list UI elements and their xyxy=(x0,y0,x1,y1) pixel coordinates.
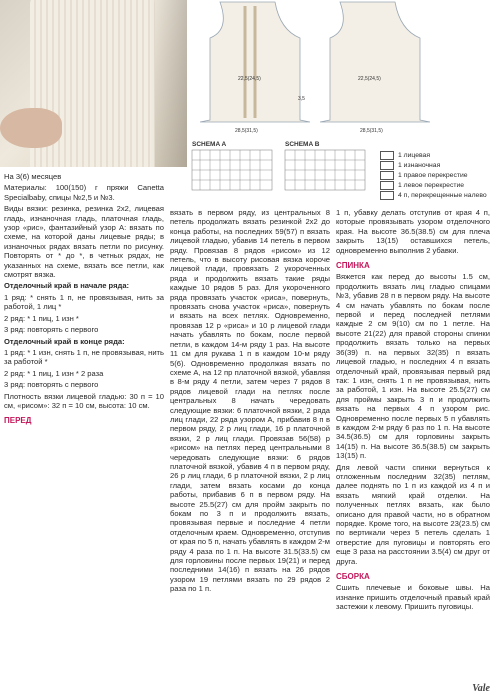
schema-b-label: SCHEMA B xyxy=(285,141,320,148)
selvage-row: 3 ряд: повторять с первого xyxy=(4,325,99,335)
selvage-row: 1 ряд: * снять 1 п, не провязывая, нить за работой, 1 лиц * xyxy=(4,292,164,312)
column-1 xyxy=(4,172,164,428)
back-heading: СПИНКА xyxy=(336,261,370,271)
legend-item: 1 лицевая xyxy=(380,150,492,160)
materials-line: Материалы: 100(150) г пряжи Canetta Specialbaby, спицы №2,5 и №3. xyxy=(4,183,164,202)
selvage-end-title: Отделочный край в конце ряда: xyxy=(4,336,125,346)
patterns-paragraph: Виды вязки: резинка, резинка 2х2, лицевая гладь, изнаночная гладь, платочная гладь, узор «рис», фантазийный узор А: вязать по схеме, на которой даны лицевые ряды; в изнаночных рядах вязать петли по рисунку. Повторять от * до *, в четных рядах, не указанных на схеме, вязать все петли, как смотрят вязка. xyxy=(4,204,164,280)
back-paragraph: Вяжется как перед до высоты 1.5 см, продолжить вязать лиц гладью спицами №3, убавив 28 п в первом ряду. На высоте 4 см начать убавлять по бокам после первой и перед последней петлями каждые 2 см 9(10) см по 1 петле. На высоте 21(22) для правой стороны спинки продолжить вязать только на первых 36(39) п. на первых 32(35) п вязать лицевой гладью, н последних 4 п вязать отделочный край, провязывая первый ряд так: 1 изн, снять 1 п не провязывая, нить за работой, 1 изн. На высоте 25.5(27) см для проймы закрыть 3 п и продолжить вязать на первых 4 п узором рис. Одновременно после первых 5 п убавлять в каждом 2-м ряду 6 раз по 1 п. На высоте 34.5(36.5) см для горловины закрыть 14(15) п. На высоте 36.5(38.5) см закрыть 13(15) п. xyxy=(336,272,490,461)
legend-item: 4 п, перекрещенные налево xyxy=(380,190,492,200)
dimension-label: 28,5(31,5) xyxy=(360,128,383,134)
legend-item: 1 правое перекрестие xyxy=(380,170,492,180)
product-photo xyxy=(0,0,187,167)
column-3 xyxy=(336,208,490,614)
brand-logo: Vale xyxy=(472,683,490,694)
front-heading: ПЕРЕД xyxy=(4,416,32,426)
column-2 xyxy=(170,208,330,596)
dimension-label: 28,5(31,5) xyxy=(235,128,258,134)
selvage-row: 3 ряд: повторять с первого xyxy=(4,380,99,390)
selvage-row: 2 ряд: * 1 пиц, 1 изн * 2 раза xyxy=(4,368,104,378)
dimension-label: 3,5 xyxy=(298,96,305,102)
selvage-row: 2 ряд: * 1 пиц, 1 изн * xyxy=(4,313,79,323)
legend xyxy=(380,150,492,200)
size-line: На 3(6) месяцев xyxy=(4,172,62,181)
front-paragraph: вязать в первом ряду, из центральных 8 петель продолжать вязать резинкой 2х2 до конца работы, на последних 59(57) п вязать лицевой гладью, убавив 14 петель в первом ряду. Провязав 8 рядов «рисом» из 12 петель, что в высоту рисовая вязка короче лицевой глади, провязать 2 укороченных ряда и продолжить вязать такие ряды каждые 10 рядов 5 раз. Для укороченного ряда провязать участок «риса», повернуть, провязать снова участок «риса», повернуть и вязать на всех петлях. Одновременно, провязав 12 р «риса» и 10 р лицевой глади начать убавлять по бокам, после первой петли, в каждом 14-м ряду 1 раз. На высоте 11 см для рукава 1 п в каждом 10-м ряду 5(6). Одновременно продолжая вязать по схеме А, на 12 пр платочной вязкой, убавляя в 8-м ряду 4 петли, затем через 7 рядов 8 рядов лицевой глади на петлях после центральных 8 начать чередовать следующие вязки: 6 платочной вязки, 2 ряда лиц глади, 22 ряда узором А, прибавив 8 п в первом ряду, 2 р лиц глади, 16 р платочной вязки, 2 р лиц глади. Провязав 56(58) р «рисом» на петлях перед центральными 8 чередовать следующие вязки: 6 рядов платочной вязкой, убавив 4 п в первом ряду, 26 р лиц глади, 6 р платочной вязки, 2 р лиц глади, затем вязать косами до конца работы, прибавив 6 п в первом ряду. На высоте 25.5(27) см для пройм закрыть по бокам по 3 п и продолжить вязать, провязывая первые и последние 4 петли отделочным краем. Одновременно, отступив от края по 5 п, начать убавлять в каждом 2-м ряду 4 раза по 1 п. На высоте 31.5(33.5) см для горловины после первых 19(21) и перед последними 14(16) п вязать на 26 рядов узором 19 петлями вязать по 29 рядов 2 раза по 1 п. xyxy=(170,208,330,594)
selvage-row: 1 ряд: * 1 изн, снять 1 п, не провязывая, нить за работой * xyxy=(4,347,164,367)
back-paragraph-2: Для левой части спинки вернуться к отложенным последним 32(35) петлям, далее поднять по 1 п из каждой из 4 п и вязать мягкий край отделки. На полученных петлях вязать, как было описано для правой части, но в обратном порядке. Кроме того, на высоте 23(23.5) см по вертикали через 5 петель сделать 1 отверстие для пуговицы и повторять его еще 3 раза на расстоянии 3.5(4) см друг от друга. xyxy=(336,462,490,566)
density-line: Плотность вязки лицевой гладью: 30 п = 10 см, «рисом»: 32 п = 10 см, высота: 10 см. xyxy=(4,391,164,410)
selvage-start-title: Отделочный край в начале ряда: xyxy=(4,281,130,291)
schema-a-label: SCHEMA A xyxy=(192,141,227,148)
assembly-paragraph: Сшить плечевые и боковые швы. На изнанке пришить отделочный правый край застежки к левому. Пришить пуговицы. xyxy=(336,583,490,612)
dimension-label: 22,5(24,5) xyxy=(358,76,381,82)
dimension-label: 22,5(24,5) xyxy=(238,76,261,82)
legend-item: 1 левое перекрестие xyxy=(380,180,492,190)
front-paragraph-end: 1 п, убавку делать отступив от края 4 п, которые провязывать узором отделочного края. На высоте 36.5(38.5) см для плеча закрыть 13(15) оставшихся петель, одновременно выполнив 2 убавки. xyxy=(336,208,490,255)
legend-item: 1 изнаночная xyxy=(380,160,492,170)
assembly-heading: СБОРКА xyxy=(336,572,370,582)
hand-image xyxy=(0,108,62,148)
